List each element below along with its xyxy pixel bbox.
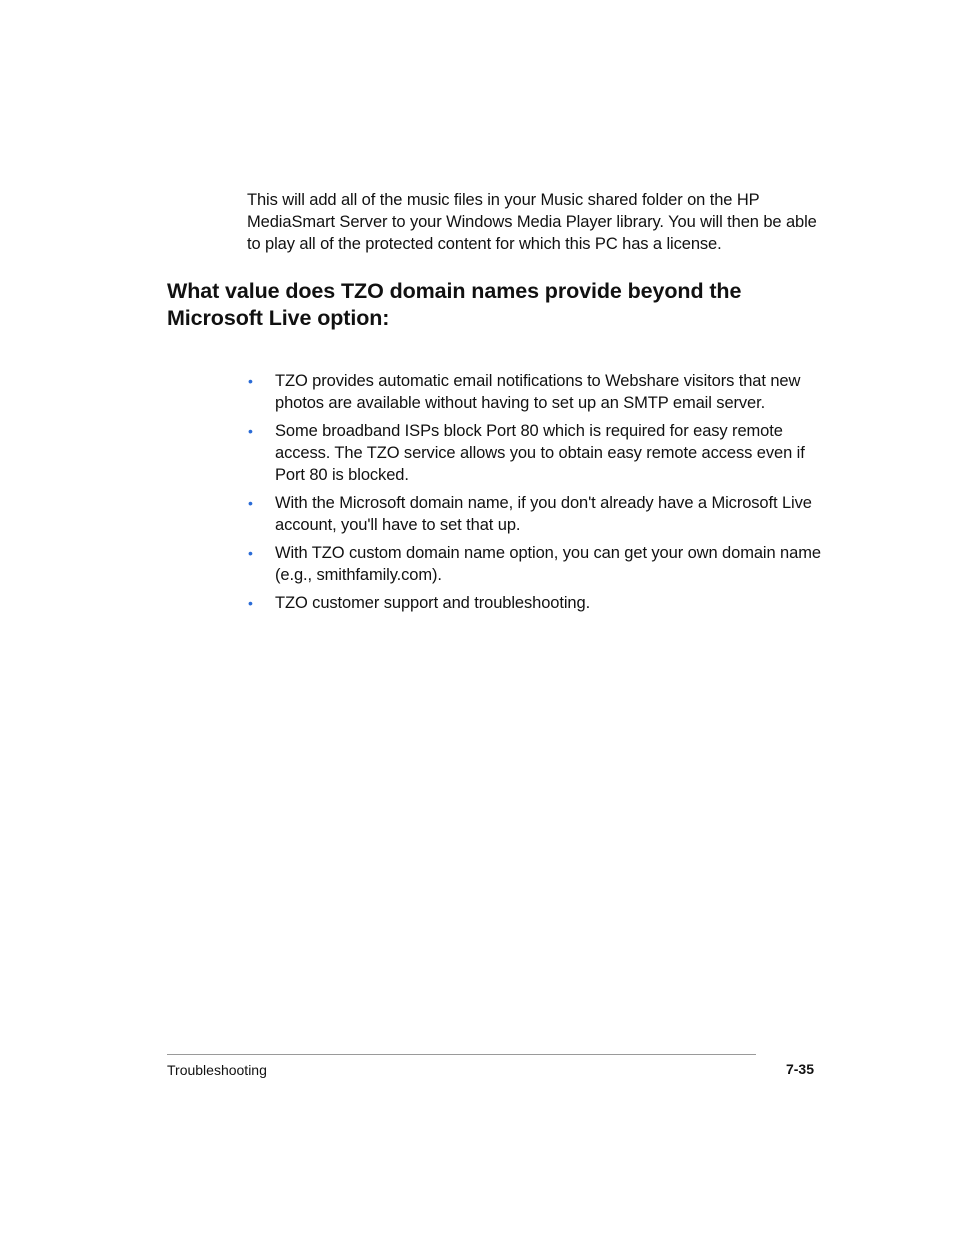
list-item-text: TZO customer support and troubleshooting. — [275, 594, 591, 612]
footer-chapter-title: Troubleshooting — [167, 1062, 267, 1078]
footer-divider — [167, 1054, 756, 1055]
intro-paragraph: This will add all of the music files in your Music shared folder on the HP MediaSmart Server to your Windows Media Player library. You will then be able to play all of the protected content for which this PC has a license. — [247, 191, 817, 253]
bullet-icon: • — [248, 495, 253, 511]
bullet-icon: • — [248, 373, 253, 389]
page-number: 7-35 — [785, 1061, 814, 1077]
list-item — [247, 542, 822, 586]
section-heading: What value does TZO domain names provide beyond the Microsoft Live option: — [167, 279, 742, 330]
bullet-icon: • — [248, 423, 253, 439]
bullet-icon: • — [248, 595, 253, 611]
list-item-text: TZO provides automatic email notifications to Webshare visitors that new photos are available without having to set up an SMTP email server. — [275, 372, 801, 412]
list-item-text: With the Microsoft domain name, if you don't already have a Microsoft Live account, you'll have to set that up. — [275, 494, 812, 534]
list-item-text: With TZO custom domain name option, you can get your own domain name (e.g., smithfamily.com). — [275, 544, 821, 584]
list-item — [247, 592, 822, 614]
list-item-text: Some broadband ISPs block Port 80 which is required for easy remote access. The TZO service allows you to obtain easy remote access even if Port 80 is blocked. — [275, 422, 805, 484]
list-item — [247, 492, 822, 536]
list-item — [247, 370, 822, 414]
list-item — [247, 420, 822, 486]
bullet-list — [247, 370, 822, 620]
bullet-icon: • — [248, 545, 253, 561]
